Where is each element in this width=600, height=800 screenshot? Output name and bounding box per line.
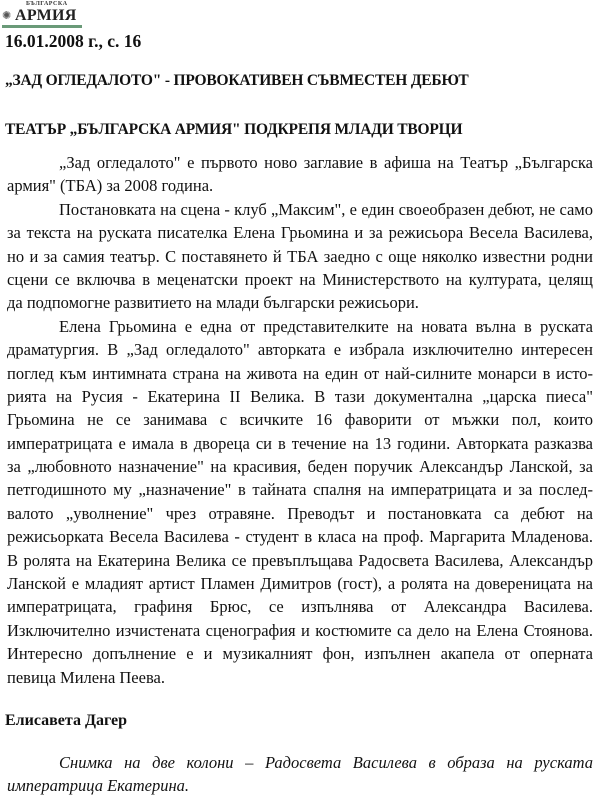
paragraph-line: валото „уволнение" чрез отравяне. Преводът и постановката са дебют на [7, 503, 593, 523]
paragraph-line: В ролята на Екатерина Велика се превъплъщава Радосвета Василева, Александър [7, 550, 593, 570]
paragraph-line: за „любовното назначение" на красивия, беден поручик Александър Ланской, за [7, 457, 593, 477]
paragraph-line: императрицата е имала в двореца си в течение на 13 години. Авторката разказва [7, 433, 593, 453]
paragraph-line: поглед към интимната страна на живота на един от най-силните монарси в исто- [7, 363, 593, 383]
logo-main-text: АРМИЯ [15, 7, 77, 24]
caption-line: Снимка на две колони – Радосвета Василева в образа на руската [59, 753, 593, 772]
article-body [7, 151, 593, 689]
paragraph-line: армия" (ТБА) за 2008 година. [7, 176, 214, 196]
paragraph-line: рията на Русия - Екатерина II Велика. В тази документална „царска пиеса" [7, 386, 593, 406]
paragraph-line: драматургия. В „Зад огледалото" авторката е избрала изключително интересен [7, 340, 593, 360]
paragraph-line: да подпомогне развитието на млади български режисьори. [7, 293, 419, 313]
paragraph-line: режисьорката Весела Василева - студент в класа на проф. Маргарита Младенова. [7, 527, 593, 547]
paragraph-line: сцени се включва в меценатски проект на Министерството на културата, целящ [7, 269, 593, 289]
paragraph-line: Ланской е младият артист Пламен Димитров (гост), а ролята на довереницата на [7, 574, 593, 594]
newspaper-logo [2, 1, 82, 28]
paragraph-line: Изключително изчистената сценография и костюмите са дело на Елена Стоянова. [7, 620, 593, 640]
paragraph-line: „Зад огледалото" е първото ново заглавие в афиша на Театър „Българска [59, 153, 593, 172]
paragraph-line: за текста на руската писателка Елена Грьомина и за режисьора Весела Василева, [7, 223, 593, 243]
publication-date: 16.01.2008 г., с. 16 [5, 31, 142, 51]
author-name: Елисавета Дагер [5, 712, 128, 729]
paragraph-line: Елена Грьомина е една от представителките на новата вълна в руската [59, 316, 593, 336]
paragraph-line: Грьомина не се занимава с всичките 16 фаворити от мъжки пол, които [7, 410, 593, 430]
paragraph-line: петгодишното му „назначение" в тайната спалня на императрицата и за послед- [7, 480, 593, 500]
paragraph-line: императрицата, графиня Брюс, се изпълнява от Александра Василева. [7, 597, 593, 617]
photo-caption [7, 751, 593, 798]
paragraph-line: Постановката на сцена - клуб „Максим", е един своеобразен дебют, не само [59, 199, 593, 219]
subheadline: ТЕАТЪР „БЪЛГАРСКА АРМИЯ" ПОДКРЕПЯ МЛАДИ ТВОРЦИ [5, 121, 463, 138]
paragraph-line: певица Милена Пеева. [7, 667, 165, 687]
logo-top-text: БЪЛГАРСКА [26, 1, 68, 7]
logo-underline [2, 25, 82, 28]
paragraph-line: Интересно допълнение е и музикалният фон, изпълнен акапела от оперната [7, 644, 593, 664]
emblem-icon: ✺ [2, 10, 12, 22]
paragraph-line: но и за самия театър. С поставянето й ТБА заедно с още няколко известни родни [7, 246, 593, 266]
headline: „ЗАД ОГЛЕДАЛОТО" - ПРОВОКАТИВЕН СЪВМЕСТЕН ДЕБЮТ [5, 72, 469, 89]
caption-line: императрица Екатерина. [7, 776, 190, 796]
